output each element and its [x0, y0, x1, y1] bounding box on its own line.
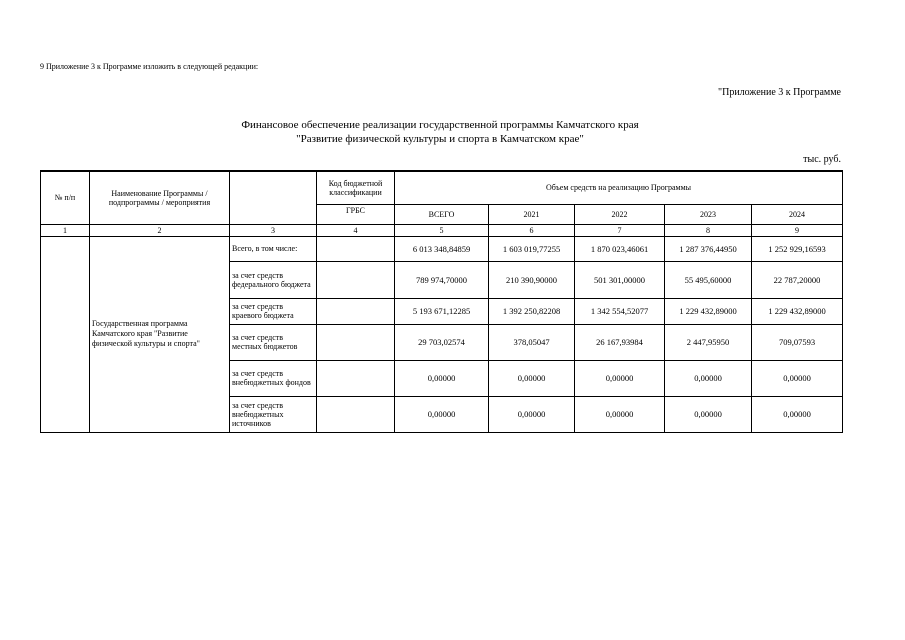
value-2022: 1 870 023,46061: [575, 236, 665, 261]
value-total: 6 013 348,84859: [395, 236, 489, 261]
value-2024: 0,00000: [752, 360, 843, 396]
value-total: 0,00000: [395, 396, 489, 432]
value-total: 789 974,70000: [395, 261, 489, 298]
value-2024: 1 252 929,16593: [752, 236, 843, 261]
value-2024: 0,00000: [752, 396, 843, 432]
col-number: 6: [489, 224, 575, 236]
col-number: 1: [41, 224, 90, 236]
value-2021: 1 392 250,82208: [489, 298, 575, 324]
funding-source: за счет средств федерального бюджета: [230, 261, 317, 298]
value-2021: 1 603 019,77255: [489, 236, 575, 261]
value-2024: 22 787,20000: [752, 261, 843, 298]
col-number: 9: [752, 224, 843, 236]
value-total: 5 193 671,12285: [395, 298, 489, 324]
financing-table: [40, 170, 843, 433]
header-num: № п/п: [41, 171, 90, 224]
value-2023: 0,00000: [665, 396, 752, 432]
header-total: ВСЕГО: [395, 204, 489, 224]
value-2023: 1 229 432,89000: [665, 298, 752, 324]
col-number: 4: [317, 224, 395, 236]
col-number: 2: [90, 224, 230, 236]
table-row: [41, 236, 843, 261]
grbs-cell: [317, 396, 395, 432]
header-2022: 2022: [575, 204, 665, 224]
program-name: Государственная программа Камчатского края "Развитие физической культуры и спорта": [90, 236, 230, 432]
col-number: 5: [395, 224, 489, 236]
value-2022: 1 342 554,52077: [575, 298, 665, 324]
value-2022: 0,00000: [575, 396, 665, 432]
funding-source: Всего, в том числе:: [230, 236, 317, 261]
appendix-label: "Приложение 3 к Программе: [718, 87, 841, 98]
units-label: тыс. руб.: [803, 154, 841, 165]
header-blank: [230, 171, 317, 224]
grbs-cell: [317, 298, 395, 324]
col-number: 7: [575, 224, 665, 236]
header-name: Наименование Программы / подпрограммы / мероприятия: [90, 171, 230, 224]
grbs-cell: [317, 261, 395, 298]
col-number: 8: [665, 224, 752, 236]
value-2021: 0,00000: [489, 360, 575, 396]
value-2023: 2 447,95950: [665, 324, 752, 360]
value-2023: 0,00000: [665, 360, 752, 396]
document-title-line2: "Развитие физической культуры и спорта в Камчатском крае": [296, 133, 584, 145]
value-total: 29 703,02574: [395, 324, 489, 360]
header-grbs: ГРБС: [317, 204, 395, 224]
funding-source: за счет средств внебюджетных источников: [230, 396, 317, 432]
header-2024: 2024: [752, 204, 843, 224]
value-2024: 1 229 432,89000: [752, 298, 843, 324]
row-num-cell: [41, 236, 90, 432]
funding-source: за счет средств внебюджетных фондов: [230, 360, 317, 396]
value-2022: 0,00000: [575, 360, 665, 396]
header-volume: Объем средств на реализацию Программы: [395, 171, 843, 204]
funding-source: за счет средств краевого бюджета: [230, 298, 317, 324]
value-2021: 378,05047: [489, 324, 575, 360]
grbs-cell: [317, 236, 395, 261]
value-2023: 1 287 376,44950: [665, 236, 752, 261]
value-2022: 501 301,00000: [575, 261, 665, 298]
grbs-cell: [317, 324, 395, 360]
col-number: 3: [230, 224, 317, 236]
value-total: 0,00000: [395, 360, 489, 396]
value-2021: 210 390,90000: [489, 261, 575, 298]
intro-text: 9 Приложение 3 к Программе изложить в следующей редакции:: [40, 62, 259, 71]
header-2023: 2023: [665, 204, 752, 224]
value-2023: 55 495,60000: [665, 261, 752, 298]
value-2021: 0,00000: [489, 396, 575, 432]
header-2021: 2021: [489, 204, 575, 224]
value-2022: 26 167,93984: [575, 324, 665, 360]
header-code: Код бюджетной классификации: [317, 171, 395, 204]
column-numbers-row: [41, 224, 843, 236]
grbs-cell: [317, 360, 395, 396]
funding-source: за счет средств местных бюджетов: [230, 324, 317, 360]
document-title-line1: Финансовое обеспечение реализации государственной программы Камчатского края: [241, 119, 639, 131]
value-2024: 709,07593: [752, 324, 843, 360]
